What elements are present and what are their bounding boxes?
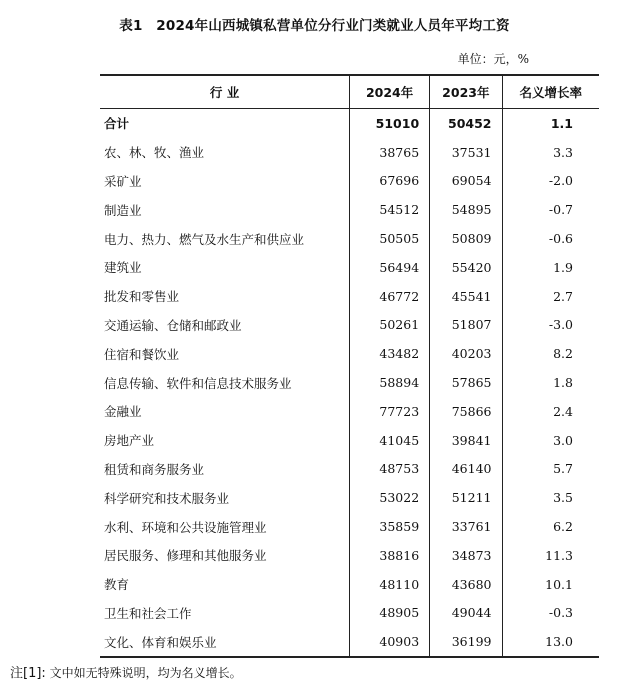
industry-cell: 住宿和餐饮业 <box>104 346 180 362</box>
growth-cell: -2.0 <box>502 167 599 196</box>
table-row <box>100 311 599 340</box>
industry-cell: 房地产业 <box>104 433 155 449</box>
growth-cell: 11.3 <box>502 541 599 570</box>
value-2024-cell: 56494 <box>350 253 430 282</box>
industry-cell: 制造业 <box>104 202 142 218</box>
value-2023-cell: 57865 <box>430 368 502 397</box>
value-2023-cell: 46140 <box>430 455 502 484</box>
value-2024-cell: 58894 <box>350 368 430 397</box>
header-2023: 2023年 <box>430 75 502 109</box>
table-row <box>100 224 599 253</box>
industry-cell: 采矿业 <box>104 173 142 189</box>
growth-cell: 8.2 <box>502 339 599 368</box>
value-2023-cell: 51807 <box>430 311 502 340</box>
value-2023-cell: 39841 <box>430 426 502 455</box>
value-2024-cell: 48753 <box>350 455 430 484</box>
industry-cell: 建筑业 <box>104 260 142 276</box>
industry-cell: 农、林、牧、渔业 <box>104 145 205 161</box>
growth-cell: 1.1 <box>502 109 599 138</box>
value-2023-cell: 37531 <box>430 138 502 167</box>
table-row <box>100 138 599 167</box>
growth-cell: 10.1 <box>502 570 599 599</box>
table-row <box>100 455 599 484</box>
growth-cell: 3.0 <box>502 426 599 455</box>
table-body <box>100 109 599 658</box>
growth-cell: 1.8 <box>502 368 599 397</box>
unit-label: 单位：元，% <box>457 52 529 66</box>
value-2024-cell: 43482 <box>350 339 430 368</box>
value-2024-cell: 40903 <box>350 627 430 657</box>
growth-cell: 2.4 <box>502 397 599 426</box>
footnote-text: 文中如无特殊说明，均为名义增长。 <box>45 666 242 680</box>
value-2023-cell: 45541 <box>430 282 502 311</box>
value-2024-cell: 50505 <box>350 224 430 253</box>
industry-cell: 教育 <box>104 577 130 593</box>
growth-cell: 6.2 <box>502 512 599 541</box>
header-growth: 名义增长率 <box>502 75 599 109</box>
table-row-total <box>100 109 599 138</box>
growth-cell: 3.5 <box>502 483 599 512</box>
value-2024-cell: 54512 <box>350 195 430 224</box>
table-row <box>100 167 599 196</box>
industry-cell: 文化、体育和娱乐业 <box>100 627 350 657</box>
table-row <box>100 397 599 426</box>
industry-cell: 居民服务、修理和其他服务业 <box>104 548 267 564</box>
industry-cell: 交通运输、仓储和邮政业 <box>104 317 242 333</box>
industry-cell: 卫生和社会工作 <box>104 605 192 621</box>
table-title: 表1 2024年山西城镇私营单位分行业门类就业人员年平均工资 <box>119 18 510 34</box>
value-2024-cell: 35859 <box>350 512 430 541</box>
industry-cell: 合计 <box>104 116 130 132</box>
value-2023-cell: 75866 <box>430 397 502 426</box>
value-2024-cell: 38816 <box>350 541 430 570</box>
value-2024-cell: 38765 <box>350 138 430 167</box>
value-2024-cell: 51010 <box>350 109 430 138</box>
value-2023-cell: 55420 <box>430 253 502 282</box>
footnote-label: 注[1]: <box>10 666 46 681</box>
table-row <box>100 426 599 455</box>
value-2023-cell: 50809 <box>430 224 502 253</box>
growth-cell: -0.3 <box>502 599 599 628</box>
table-row <box>100 483 599 512</box>
value-2024-cell: 77723 <box>350 397 430 426</box>
industry-cell: 批发和零售业 <box>104 289 180 305</box>
industry-cell: 科学研究和技术服务业 <box>104 490 230 506</box>
table-row <box>100 282 599 311</box>
growth-cell: 13.0 <box>502 627 599 657</box>
growth-cell: 5.7 <box>502 455 599 484</box>
table-row <box>100 195 599 224</box>
footnote <box>10 662 242 681</box>
table-row <box>100 541 599 570</box>
table-row <box>100 512 599 541</box>
value-2023-cell: 49044 <box>430 599 502 628</box>
value-2023-cell: 54895 <box>430 195 502 224</box>
table-row <box>100 627 599 657</box>
table-row <box>100 253 599 282</box>
table-header-row <box>100 75 599 109</box>
growth-cell: -3.0 <box>502 311 599 340</box>
value-2024-cell: 46772 <box>350 282 430 311</box>
growth-cell: 2.7 <box>502 282 599 311</box>
value-2024-cell: 53022 <box>350 483 430 512</box>
growth-cell: 3.3 <box>502 138 599 167</box>
value-2024-cell: 48110 <box>350 570 430 599</box>
value-2023-cell: 69054 <box>430 167 502 196</box>
industry-cell: 信息传输、软件和信息技术服务业 <box>104 375 292 391</box>
header-industry: 行 业 <box>100 75 350 109</box>
growth-cell: -0.6 <box>502 224 599 253</box>
value-2023-cell: 34873 <box>430 541 502 570</box>
industry-cell: 水利、环境和公共设施管理业 <box>104 519 267 535</box>
industry-cell: 金融业 <box>104 404 142 420</box>
value-2023-cell: 40203 <box>430 339 502 368</box>
value-2023-cell: 51211 <box>430 483 502 512</box>
value-2023-cell: 43680 <box>430 570 502 599</box>
value-2024-cell: 48905 <box>350 599 430 628</box>
industry-cell: 租赁和商务服务业 <box>104 461 205 477</box>
table-row <box>100 570 599 599</box>
growth-cell: -0.7 <box>502 195 599 224</box>
growth-cell: 1.9 <box>502 253 599 282</box>
value-2023-cell: 50452 <box>430 109 502 138</box>
value-2024-cell: 41045 <box>350 426 430 455</box>
table-row <box>100 599 599 628</box>
industry-cell: 电力、热力、燃气及水生产和供应业 <box>104 231 305 247</box>
table-row <box>100 368 599 397</box>
value-2023-cell: 36199 <box>430 627 502 657</box>
value-2024-cell: 67696 <box>350 167 430 196</box>
value-2023-cell: 33761 <box>430 512 502 541</box>
table-row <box>100 339 599 368</box>
header-2024: 2024年 <box>350 75 430 109</box>
value-2024-cell: 50261 <box>350 311 430 340</box>
wage-table <box>100 74 599 658</box>
